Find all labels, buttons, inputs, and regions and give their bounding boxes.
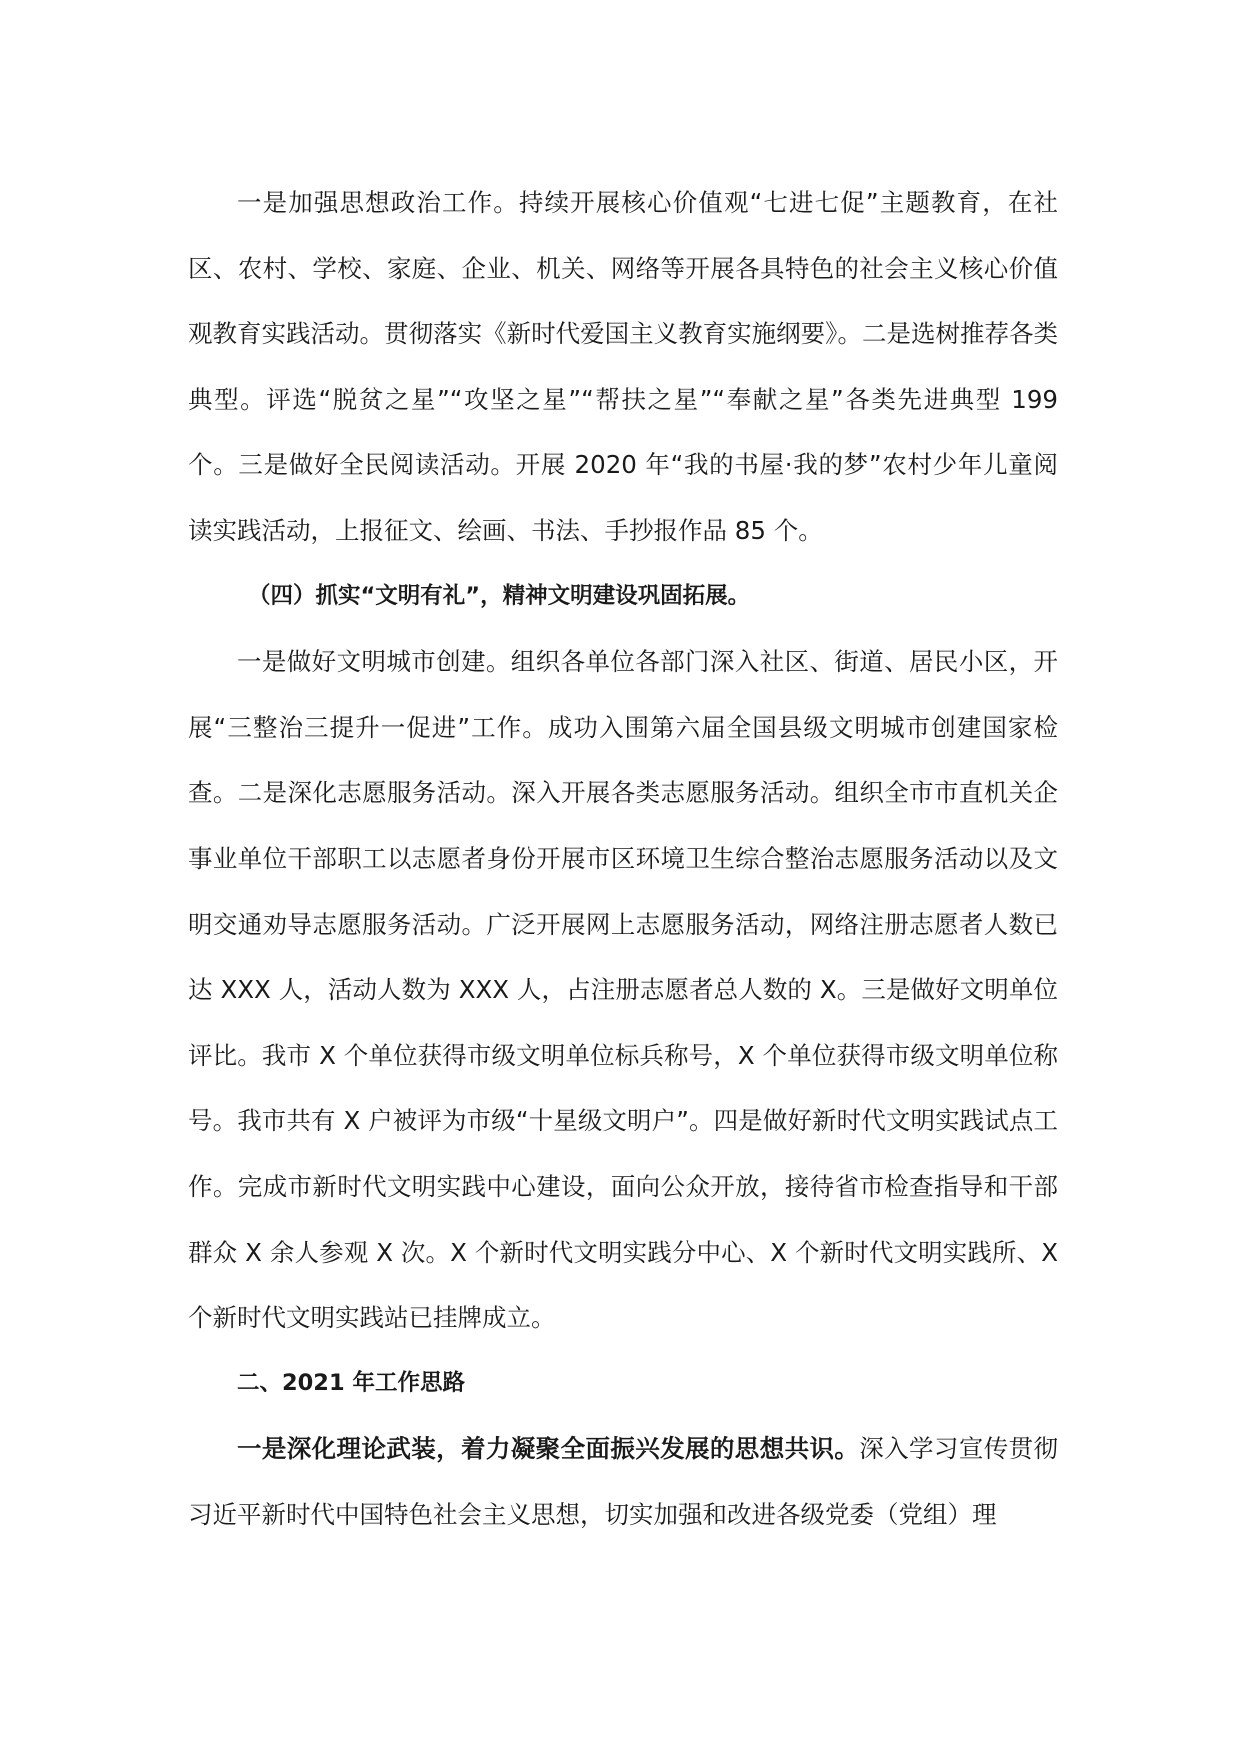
paragraph-lead-sentence: 一是深化理论武装，着力凝聚全面振兴发展的思想共识。 [237,1434,860,1464]
document-body [188,170,1058,1547]
paragraph-ideology-work: 一是加强思想政治工作。持续开展核心价值观“七进七促”主题教育，在社区、农村、学校、家庭、企业、机关、网络等开展各具特色的社会主义核心价值观教育实践活动。贯彻落实《新时代爱国主义教育实施纲要》。二是选树推荐各类典型。评选“脱贫之星”“攻坚之星”“帮扶之星”“奉献之星”各类先进典型 199 个。三是做好全民阅读活动。开展 2020 年“我的书屋·我的梦”农村少年儿童阅读实践活动，上报征文、绘画、书法、手抄报作品 85 个。 [188,188,1058,545]
paragraph-theory-armament [188,1416,1058,1547]
paragraph-civilization-building: 一是做好文明城市创建。组织各单位各部门深入社区、街道、居民小区，开展“三整治三提升一促进”工作。成功入围第六届全国县级文明城市创建国家检查。二是深化志愿服务活动。深入开展各类志愿服务活动。组织全市市直机关企事业单位干部职工以志愿者身份开展市区环境卫生综合整治志愿服务活动以及文明交通劝导志愿服务活动。广泛开展网上志愿服务活动，网络注册志愿者人数已达 XXX 人，活动人数为 XXX 人，占注册志愿者总人数的 X。三是做好文明单位评比。我市 X 个单位获得市级文明单位标兵称号，X 个单位获得市级文明单位称号。我市共有 X 户被评为市级“十星级文明户”。四是做好新时代文明实践试点工作。完成市新时代文明实践中心建设，面向公众开放，接待省市检查指导和干部群众 X 余人参观 X 次。X 个新时代文明实践分中心、X 个新时代文明实践所、X 个新时代文明实践站已挂牌成立。 [188,647,1058,1333]
section-heading-2021-plan: 二、2021 年工作思路 [237,1369,465,1396]
section-heading-civility: （四）抓实“文明有礼”，精神文明建设巩固拓展。 [248,582,751,609]
paragraph-body-text: 深入学习宣传贯彻习近平新时代中国特色社会主义思想，切实加强和改进各级党委（党组）理 [188,1434,1058,1529]
